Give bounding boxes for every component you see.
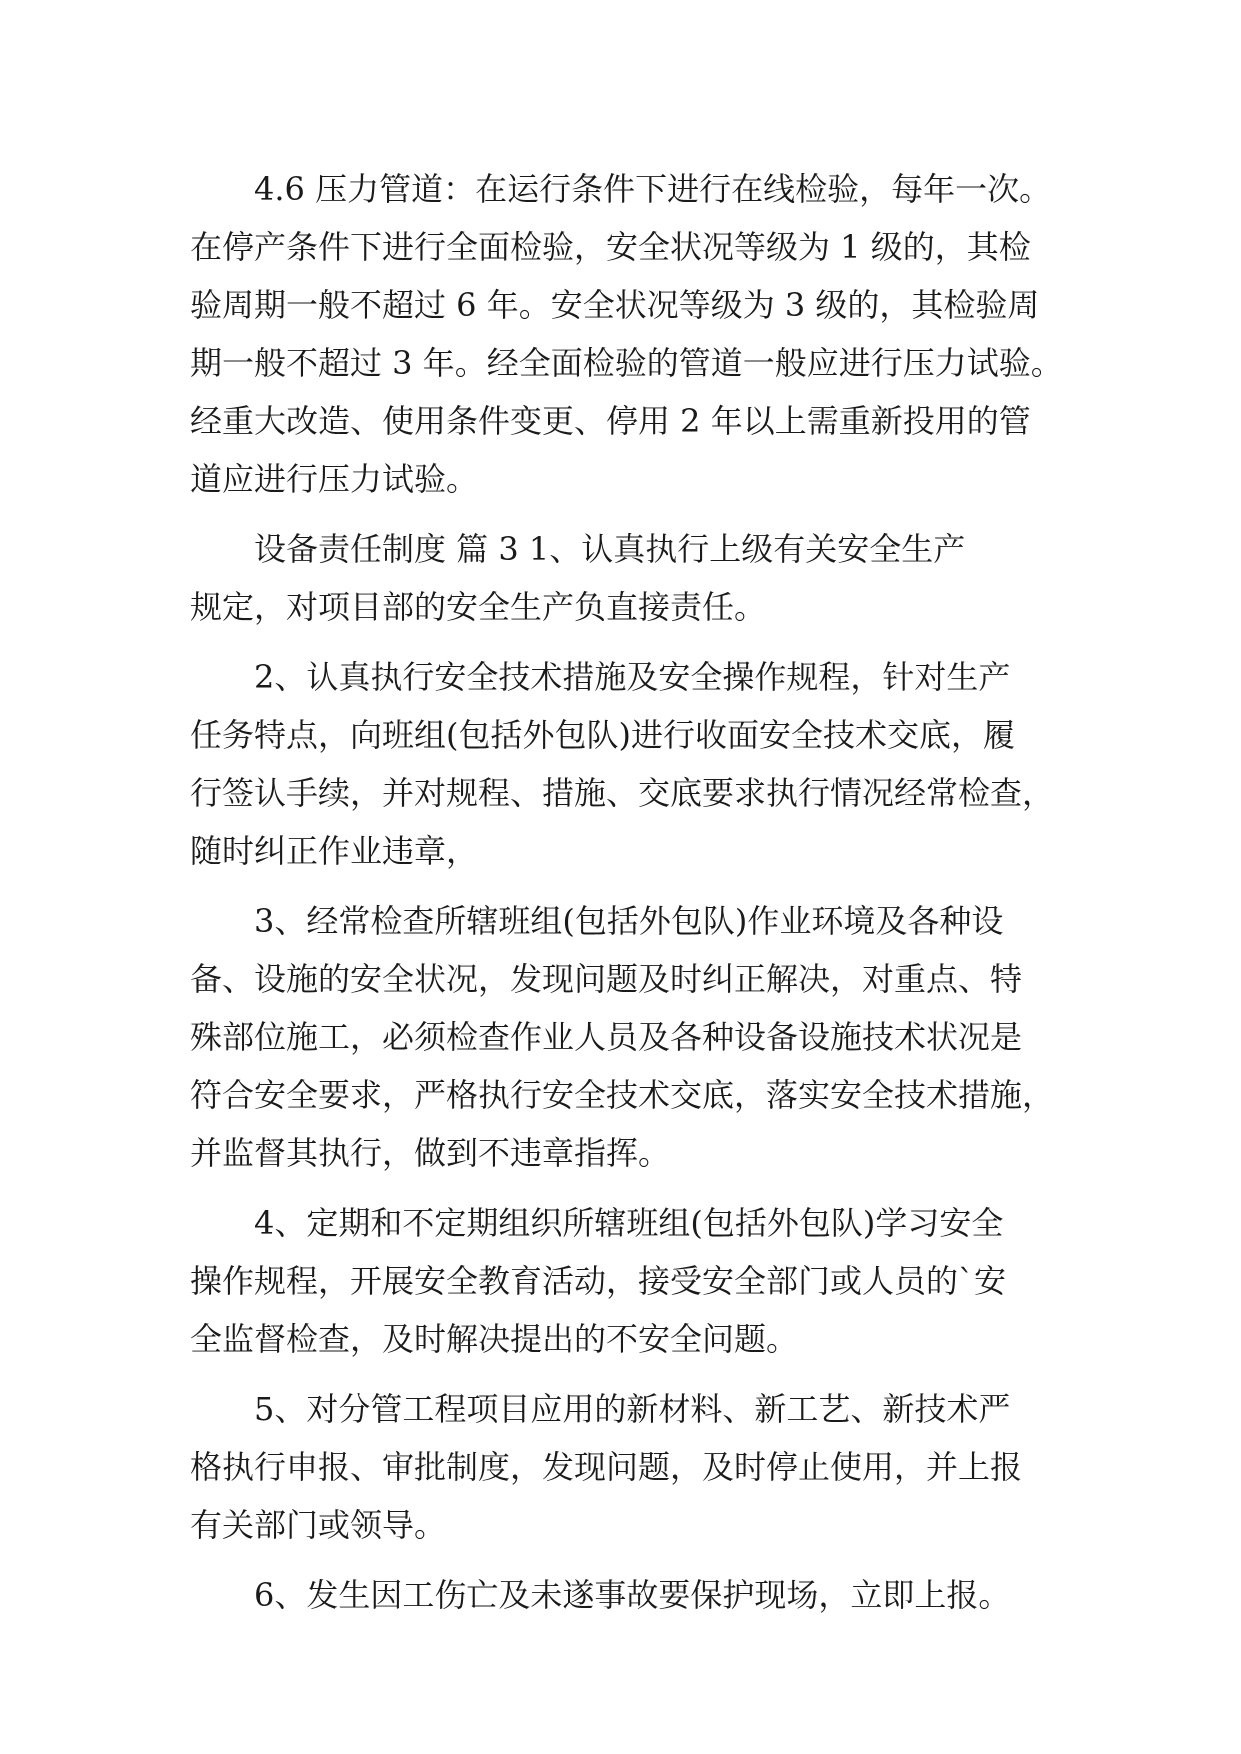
text-line: 验周期一般不超过 6 年。安全状况等级为 3 级的，其检验周 [190, 286, 1040, 324]
text-line: 符合安全要求，严格执行安全技术交底，落实安全技术措施， [190, 1076, 1055, 1114]
text-line: 备、设施的安全状况，发现问题及时纠正解决，对重点、特 [190, 960, 1023, 998]
text-line: 全监督检查，及时解决提出的不安全问题。 [190, 1320, 799, 1358]
text-line: 随时纠正作业违章， [190, 832, 479, 870]
text-line: 3、经常检查所辖班组(包括外包队)作业环境及各种设 [254, 902, 1004, 940]
text-line: 4、定期和不定期组织所辖班组(包括外包队)学习安全 [254, 1204, 1004, 1242]
text-line: 并监督其执行，做到不违章指挥。 [190, 1134, 671, 1172]
text-line: 任务特点，向班组(包括外包队)进行收面安全技术交底，履 [190, 716, 1015, 754]
text-line: 殊部位施工，必须检查作业人员及各种设备设施技术状况是 [190, 1018, 1023, 1056]
text-line: 5、对分管工程项目应用的新材料、新工艺、新技术严 [254, 1390, 1011, 1428]
text-line: 格执行申报、审批制度，发现问题，及时停止使用，并上报 [190, 1448, 1023, 1486]
text-line: 期一般不超过 3 年。经全面检验的管道一般应进行压力试验。 [190, 344, 1063, 382]
section-heading-line: 设备责任制度 篇 3 1、认真执行上级有关安全生产 [254, 530, 966, 568]
text-line: 经重大改造、使用条件变更、停用 2 年以上需重新投用的管 [190, 402, 1031, 440]
text-line: 2、认真执行安全技术措施及安全操作规程，针对生产 [254, 658, 1011, 696]
text-line: 行签认手续，并对规程、措施、交底要求执行情况经常检查， [190, 774, 1055, 812]
text-line: 6、发生因工伤亡及未遂事故要保护现场，立即上报。 [254, 1576, 1011, 1614]
text-line: 4.6 压力管道：在运行条件下进行在线检验，每年一次。 [254, 170, 1052, 208]
text-line: 道应进行压力试验。 [190, 460, 479, 498]
text-line: 有关部门或领导。 [190, 1506, 447, 1544]
text-line: 在停产条件下进行全面检验，安全状况等级为 1 级的，其检 [190, 228, 1031, 266]
text-line: 操作规程，开展安全教育活动，接受安全部门或人员的`安 [190, 1262, 1007, 1300]
text-line: 规定，对项目部的安全生产负直接责任。 [190, 588, 767, 626]
